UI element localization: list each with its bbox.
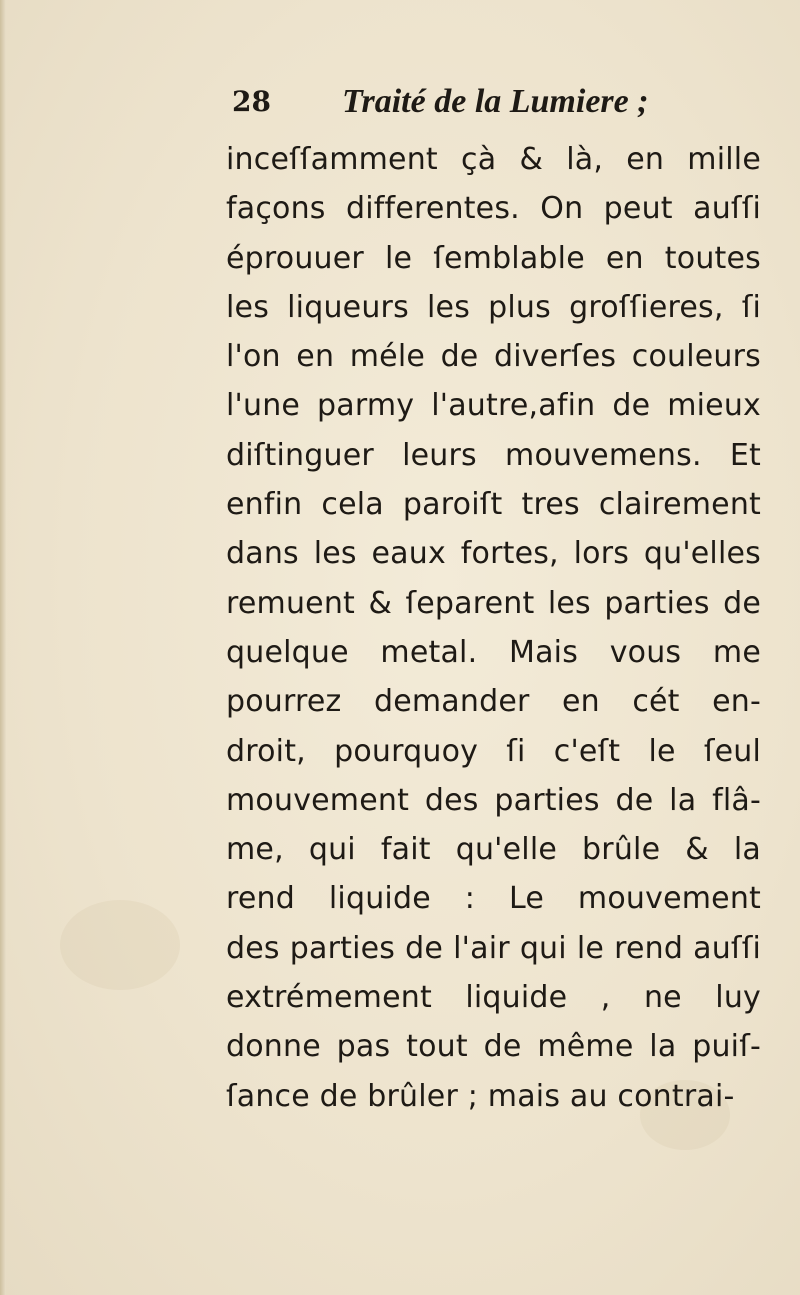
running-header <box>232 78 752 126</box>
running-title: Traité de la Lumiere ; <box>342 83 649 120</box>
text-line: l'on en méle de diverſes couleurs <box>226 339 761 375</box>
text-line: des parties de l'air qui le rend auſſi <box>226 930 761 966</box>
text-line: rend liquide : Le mouvement <box>226 881 761 917</box>
text-line: mouvement des parties de la flâ- <box>226 782 761 818</box>
text-line: façons differentes. On peut auſſi <box>226 191 761 227</box>
text-line: quelque metal. Mais vous me <box>226 634 761 670</box>
text-line: dans les eaux fortes, lors qu'elles <box>226 536 761 572</box>
text-line: me, qui fait qu'elle brûle & la <box>226 832 761 868</box>
text-line: enfin cela paroiſt tres clairement <box>226 487 761 523</box>
text-line: extrémement liquide , ne luy <box>226 980 761 1016</box>
text-line: ſance de brûler ; mais au contrai- <box>226 1078 735 1114</box>
text-line: remuent & ſeparent les parties de <box>226 585 761 621</box>
text-line: diſtinguer leurs mouvemens. Et <box>226 437 761 473</box>
text-line: donne pas tout de même la puiſ- <box>226 1029 761 1065</box>
text-line: l'une parmy l'autre,afin de mieux <box>226 388 761 424</box>
text-line: droit, pourquoy ſi c'eſt le ſeul <box>226 733 761 769</box>
text-line: inceſſamment çà & là, en mille <box>226 142 761 177</box>
body-text <box>226 135 766 1121</box>
text-line: éprouuer le ſemblable en toutes <box>226 240 761 276</box>
paper-stain <box>60 900 180 990</box>
text-line: pourrez demander en cét en- <box>226 684 761 720</box>
text-line: les liqueurs les plus groſſieres, ſi <box>226 289 761 325</box>
page-edge <box>0 0 6 1295</box>
page-number: 28 <box>232 85 271 118</box>
